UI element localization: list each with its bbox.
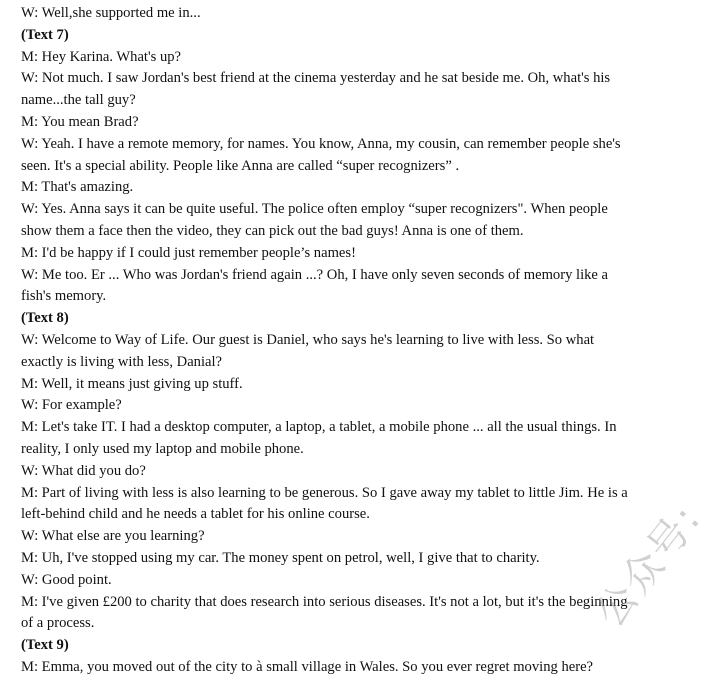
watermark-text: 公众号:: [587, 496, 711, 636]
transcript-line: seen. It's a special ability. People like Anna are called “super recognizers” .: [21, 157, 460, 174]
transcript-line: M: Uh, I've stopped using my car. The money spent on petrol, well, I give that to charity.: [21, 549, 540, 566]
transcript-line: exactly is living with less, Danial?: [21, 353, 223, 370]
section-heading-text-8: (Text 8): [21, 310, 69, 327]
transcript-line: M: I've given £200 to charity that does research into serious diseases. It's not a lot, but it's the beginning: [21, 593, 628, 610]
transcript-line: W: Yeah. I have a remote memory, for names. You know, Anna, my cousin, can remember people she's: [21, 135, 621, 152]
transcript-line: left-behind child and he needs a tablet for his online course.: [21, 506, 370, 523]
transcript-line: W: Welcome to Way of Life. Our guest is Daniel, who says he's learning to live with less. So what: [21, 331, 595, 348]
transcript-line: W: Good point.: [21, 571, 112, 588]
transcript-line: M: Let's take IT. I had a desktop computer, a laptop, a tablet, a mobile phone ... all the usual things. In: [21, 419, 617, 436]
transcript-line: W: What else are you learning?: [21, 528, 205, 545]
transcript-line: show them a face then the video, they can pick out the bad guys! Anna is one of them.: [21, 222, 524, 239]
transcript-line: W: Not much. I saw Jordan's best friend at the cinema yesterday and he sat beside me. Oh, what's his: [21, 70, 611, 87]
transcript-line: reality, I only used my laptop and mobile phone.: [21, 440, 304, 457]
transcript-line: M: Hey Karina. What's up?: [21, 48, 182, 65]
transcript-line: W: What did you do?: [21, 462, 146, 479]
transcript-line: fish's memory.: [21, 288, 107, 305]
transcript-line: name...the tall guy?: [21, 92, 136, 109]
transcript-line: M: I'd be happy if I could just remember people’s names!: [21, 244, 356, 261]
transcript-line: M: That's amazing.: [21, 179, 134, 196]
transcript-line: M: You mean Brad?: [21, 113, 139, 130]
transcript-line: W: For example?: [21, 397, 122, 414]
section-heading-text-7: (Text 7): [21, 26, 69, 43]
transcript-line: of a process.: [21, 615, 95, 632]
transcript-line: M: Well, it means just giving up stuff.: [21, 375, 243, 392]
section-heading-text-9: (Text 9): [21, 637, 69, 654]
transcript-line: W: Well,she supported me in...: [21, 5, 201, 21]
transcript-line: M: Part of living with less is also learning to be generous. So I gave away my tablet to little Jim. He is a: [21, 484, 628, 501]
transcript-document: [21, 3, 681, 679]
transcript-line: M: Emma, you moved out of the city to à small village in Wales. So you ever regret moving here?: [21, 658, 594, 675]
transcript-line: W: Yes. Anna says it can be quite useful. The police often employ “super recognizers". When people: [21, 201, 608, 218]
transcript-line: W: Me too. Er ... Who was Jordan's friend again ...? Oh, I have only seven seconds of memory like a: [21, 266, 609, 283]
